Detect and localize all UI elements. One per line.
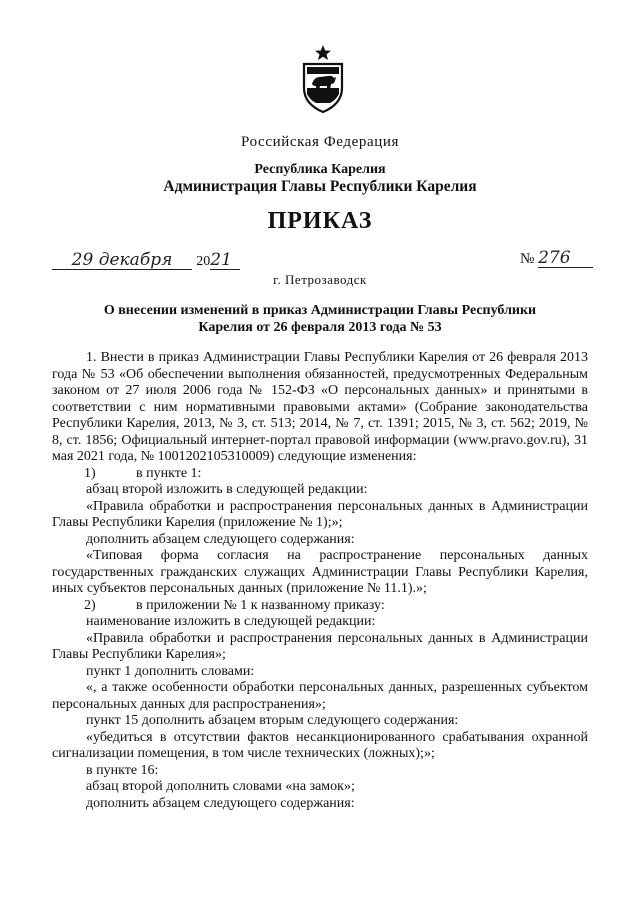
paragraph-6: наименование изложить в следующей редакции: xyxy=(86,614,376,629)
karelia-coat-of-arms-icon xyxy=(298,44,348,114)
paragraph-8: пункт 1 дополнить словами: xyxy=(86,663,255,679)
paragraph-2: абзац второй изложить в следующей редакции: xyxy=(86,482,368,497)
paragraph-14: дополнить абзацем следующего содержания: xyxy=(86,795,355,811)
paragraph-12: в пункте 16: xyxy=(86,762,159,778)
paragraph-13: абзац второй дополнить словами «на замок»; xyxy=(86,779,355,794)
number-prefix: № xyxy=(520,251,535,267)
city: г. Петрозаводск xyxy=(273,272,367,287)
list-item-2 xyxy=(52,598,588,615)
list-item-1-text: в пункте 1: xyxy=(136,465,202,481)
year-suffix: 21 xyxy=(210,252,240,270)
number-value: 276 xyxy=(538,250,593,268)
list-item-1 xyxy=(52,466,588,483)
paragraph-9: «, а также особенности обработки персональных данных, разрешенных субъектом персональных данных для распространения»; xyxy=(52,680,588,712)
republic-name: Республика Карелия xyxy=(254,162,386,177)
order-date xyxy=(52,250,240,270)
paragraph-7: «Правила обработки и распространения персональных данных в Администрации Главы Республики Карелия»; xyxy=(52,630,588,662)
paragraph-5: «Типовая форма согласия на распространение персональных данных государственных гражданских служащих Администрации Главы Республики Карелия, иных субъектов персональных данных (приложение № 11.1).»; xyxy=(52,548,588,596)
document-type: ПРИКАЗ xyxy=(267,208,373,234)
paragraph-4: дополнить абзацем следующего содержания: xyxy=(86,531,355,547)
list-item-1-number: 1) xyxy=(84,465,96,481)
paragraph-3: «Правила обработки и распространения персональных данных в Администрации Главы Республики Карелия (приложение № 1);»; xyxy=(52,498,588,530)
document-body xyxy=(52,350,588,812)
order-title xyxy=(60,302,580,336)
order-title-line-1: О внесении изменений в приказ Администрации Главы Республики xyxy=(103,303,537,318)
administration-name: Администрация Главы Республики Карелия xyxy=(163,178,477,195)
federation-name: Российская Федерация xyxy=(241,134,399,150)
date-day-month: 29 декабря xyxy=(52,252,192,270)
list-item-2-number: 2) xyxy=(84,597,96,613)
paragraph-1: 1. Внести в приказ Администрации Главы Республики Карелия от 26 февраля 2013 года № 53 «Об обеспечении выполнения обязанностей, предусмотренных Федеральным законом от 27 июля 2006 года № 152-ФЗ «О персональных данных» и принятыми в соответствии с ним нормативными правовыми актами» (Собрание законодательства Республики Карелия, 2013, № 3, ст. 513; 2014, № 7, ст. 1391; 2015, № 3, ст. 562; 2019, № 8, ст. 1856; Официальный интернет-портал правовой информации (www.pravo.gov.ru), 31 мая 2021 года, № 1001202105310009) следующие изменения: xyxy=(52,350,588,464)
order-number xyxy=(520,250,593,268)
paragraph-10: пункт 15 дополнить абзацем вторым следующего содержания: xyxy=(86,713,459,728)
paragraph-11: «убедиться в отсутствии фактов несанкционированного срабатывания охранной сигнализации помещения, в том числе технических (ложных);»; xyxy=(52,729,588,761)
list-item-2-text: в приложении № 1 к названному приказу: xyxy=(136,597,385,613)
order-title-line-2: Карелия от 26 февраля 2013 года № 53 xyxy=(198,320,442,335)
year-prefix: 20 xyxy=(196,254,211,269)
